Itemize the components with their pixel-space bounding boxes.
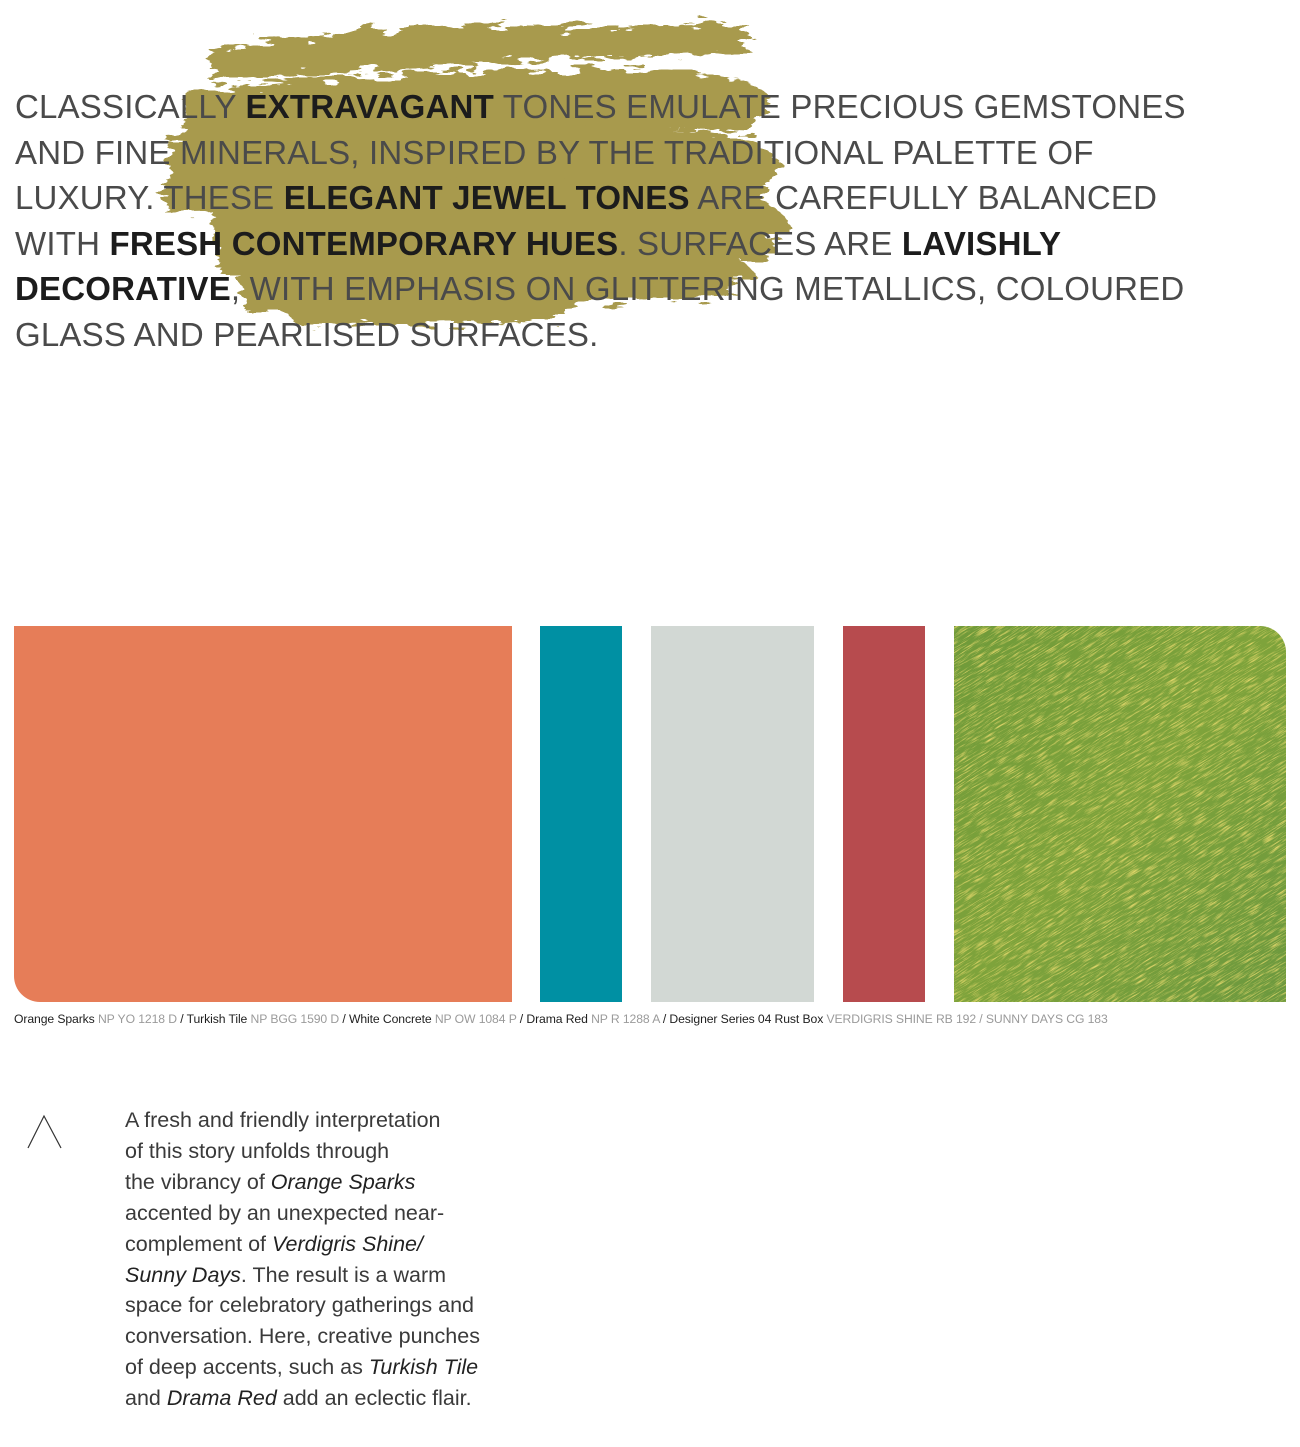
headline-text — [15, 84, 1255, 357]
swatch-verdigris-shine-sunny-days — [954, 626, 1286, 1002]
swatch-turkish-tile — [540, 626, 622, 1002]
caption-color-name: Turkish Tile — [186, 1012, 248, 1026]
body-line — [125, 1167, 525, 1198]
caption-color-name: Designer Series 04 Rust Box — [669, 1012, 824, 1026]
body-segment: and — [125, 1386, 167, 1411]
body-line: of this story unfolds through — [125, 1138, 390, 1163]
swatch-orange-sparks — [14, 626, 512, 1002]
caret-up-icon — [26, 1112, 64, 1150]
body-segment: complement of — [125, 1231, 272, 1256]
swatch-caption — [14, 1012, 1108, 1026]
caption-color-name: Drama Red — [526, 1012, 588, 1026]
body-line: A fresh and friendly interpretation — [125, 1108, 441, 1132]
body-line — [125, 1352, 525, 1383]
headline-segment: LUXURY. THESE — [15, 179, 284, 216]
body-color-reference: Turkish Tile — [368, 1355, 479, 1380]
headline-emphasis: DECORATIVE — [15, 270, 231, 307]
caption-color-code: NP R 1288 A — [587, 1012, 660, 1026]
body-segment: of deep accents, such as — [125, 1355, 369, 1380]
headline-segment: TONES EMULATE PRECIOUS GEMSTONES — [493, 88, 1186, 125]
swatch-white-concrete — [651, 626, 814, 1002]
body-line — [125, 1383, 525, 1414]
body-line — [125, 1260, 525, 1291]
body-line: space for celebratory gatherings and — [125, 1293, 474, 1318]
body-segment: . The result is a warm — [240, 1262, 447, 1287]
caption-separator: / — [516, 1012, 527, 1026]
caption-separator: / — [339, 1012, 349, 1026]
headline-segment: GLASS AND PEARLISED SURFACES. — [15, 315, 599, 353]
headline-segment: ARE CAREFULLY BALANCED — [689, 179, 1158, 216]
headline-segment: AND FINE MINERALS, INSPIRED BY THE TRADITIONAL PALETTE OF — [15, 133, 1094, 171]
headline-emphasis: FRESH CONTEMPORARY HUES — [109, 224, 619, 262]
body-line — [125, 1229, 525, 1260]
headline-segment: . SURFACES ARE — [618, 224, 902, 262]
caption-separator: / — [176, 1012, 187, 1026]
headline-segment: CLASSICALLY — [15, 88, 246, 125]
caption-color-code: NP BGG 1590 D — [247, 1012, 340, 1026]
body-line: conversation. Here, creative punches — [125, 1324, 480, 1349]
swatch-drama-red — [843, 626, 925, 1002]
body-segment: add an eclectic flair. — [276, 1386, 472, 1411]
body-color-reference: Verdigris Shine/ — [271, 1231, 423, 1256]
headline-emphasis: ELEGANT JEWEL TONES — [283, 179, 690, 216]
caption-separator: / — [659, 1012, 670, 1026]
body-color-reference: Drama Red — [166, 1386, 277, 1411]
caption-color-name: White Concrete — [348, 1012, 432, 1026]
headline-emphasis: EXTRAVAGANT — [245, 88, 494, 125]
headline-segment: WITH — [15, 224, 110, 262]
body-paragraph — [125, 1105, 525, 1414]
caption-color-name: Orange Sparks — [14, 1012, 95, 1026]
body-color-reference: Sunny Days — [125, 1262, 241, 1287]
caption-color-code: VERDIGRIS SHINE RB 192 / SUNNY DAYS CG 183 — [823, 1012, 1108, 1026]
body-color-reference: Orange Sparks — [270, 1169, 416, 1194]
headline-emphasis: LAVISHLY — [901, 224, 1062, 262]
body-line: accented by an unexpected near- — [125, 1200, 445, 1225]
caption-color-code: NP YO 1218 D — [94, 1012, 177, 1026]
headline-segment: , WITH EMPHASIS ON GLITTERING METALLICS, COLOURED — [230, 270, 1185, 307]
body-segment: the vibrancy of — [125, 1169, 271, 1194]
caption-color-code: NP OW 1084 P — [431, 1012, 517, 1026]
